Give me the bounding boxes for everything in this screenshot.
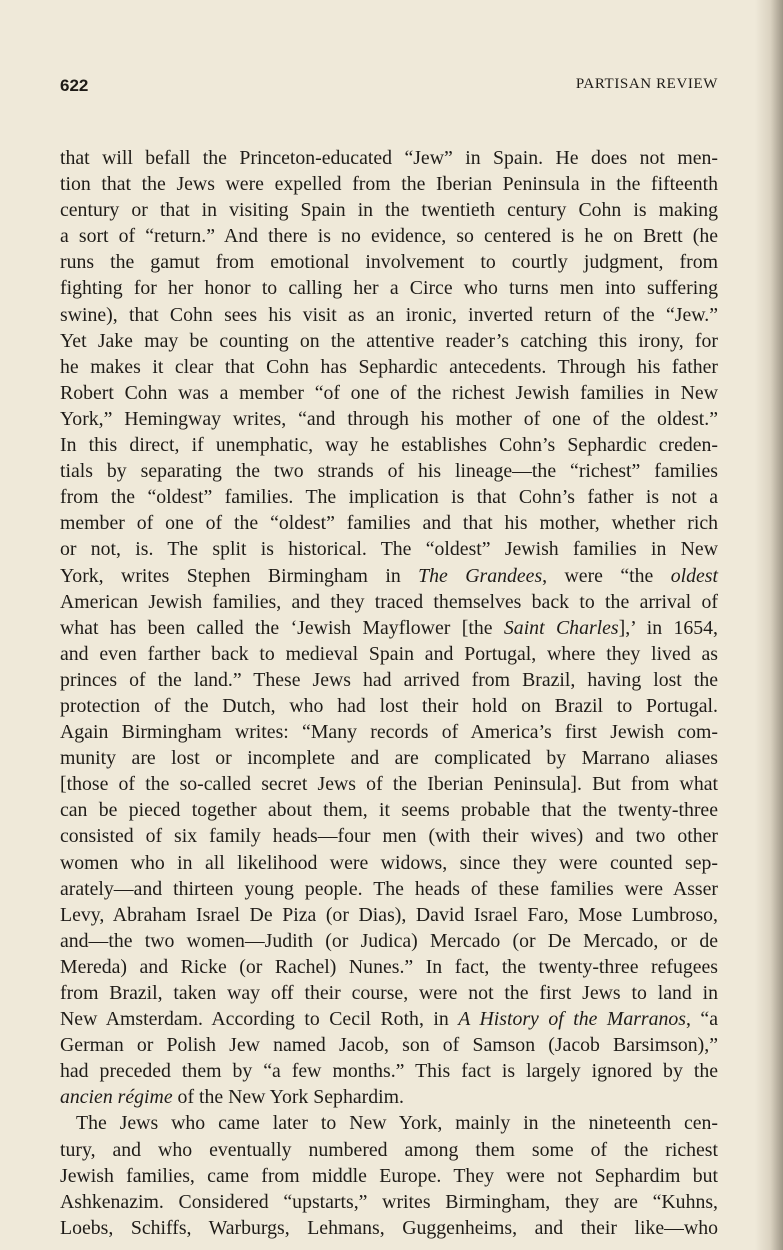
text-line: arately—and thirteen young people. The heads of these families were Asser bbox=[60, 877, 718, 900]
page-header bbox=[60, 76, 718, 100]
text-line: had preceded them by “a few months.” This fact is largely ignored by the bbox=[60, 1060, 718, 1083]
text-line: In this direct, if unemphatic, way he establishes Cohn’s Sephardic creden- bbox=[60, 434, 718, 457]
text-line: Robert Cohn was a member “of one of the richest Jewish families in New bbox=[60, 381, 718, 404]
text-line: Ashkenazim. Considered “upstarts,” writes Birmingham, they are “Kuhns, bbox=[60, 1190, 718, 1213]
text-line: tion that the Jews were expelled from the Iberian Peninsula in the fifteenth bbox=[60, 173, 718, 196]
text-line: Mereda) and Ricke (or Rachel) Nunes.” In fact, the twenty-three refugees bbox=[60, 955, 718, 978]
text-line: protection of the Dutch, who had lost their hold on Brazil to Portugal. bbox=[60, 694, 718, 717]
text-line: Levy, Abraham Israel De Piza (or Dias), David Israel Faro, Mose Lumbroso, bbox=[60, 903, 718, 926]
text-line: American Jewish families, and they traced themselves back to the arrival of bbox=[60, 590, 718, 613]
italic-title: Saint Charles bbox=[503, 616, 619, 639]
page-number: 622 bbox=[60, 76, 89, 95]
text-line-paragraph-start: The Jews who came later to New York, mainly in the nineteenth cen- bbox=[76, 1112, 718, 1135]
text-line: women who in all likelihood were widows, since they were counted sep- bbox=[60, 851, 718, 874]
text-line: tury, and who eventually numbered among them some of the richest bbox=[60, 1138, 718, 1161]
text-line: a sort of “return.” And there is no evidence, so centered is he on Brett (he bbox=[60, 225, 718, 248]
text-line: tials by separating the two strands of his lineage—the “richest” families bbox=[60, 460, 718, 483]
text-line: member of one of the “oldest” families and that his mother, whether rich bbox=[60, 512, 718, 535]
text-line: York,” Hemingway writes, “and through his mother of one of the oldest.” bbox=[60, 407, 718, 430]
book-spine-shadow bbox=[755, 0, 783, 1250]
text-line: German or Polish Jew named Jacob, son of Samson (Jacob Barsimson),” bbox=[60, 1034, 718, 1057]
text-line: swine), that Cohn sees his visit as an ironic, inverted return of the “Jew.” bbox=[60, 303, 718, 326]
running-head: PARTISAN REVIEW bbox=[575, 76, 718, 92]
text-line: New Amsterdam. According to Cecil Roth, in A History of the Marranos, “a bbox=[60, 1008, 718, 1031]
text-line: can be pieced together about them, it seems probable that the twenty-three bbox=[60, 799, 718, 822]
text-line: runs the gamut from emotional involvement to courtly judgment, from bbox=[60, 251, 718, 274]
text-line: princes of the land.” These Jews had arrived from Brazil, having lost the bbox=[60, 668, 718, 691]
text-line: and even farther back to medieval Spain and Portugal, where they lived as bbox=[60, 642, 718, 665]
italic-title: The Grandees bbox=[418, 564, 543, 587]
text-line: consisted of six family heads—four men (with their wives) and two other bbox=[60, 825, 718, 848]
text-line: or not, is. The split is historical. The “oldest” Jewish families in New bbox=[60, 538, 718, 561]
text-line: Loebs, Schiffs, Warburgs, Lehmans, Guggenheims, and their like—who bbox=[60, 1216, 718, 1239]
text-line: from the “oldest” families. The implication is that Cohn’s father is not a bbox=[60, 486, 718, 509]
text-line: Jewish families, came from middle Europe. They were not Sephardim but bbox=[60, 1164, 718, 1187]
text-line: Again Birmingham writes: “Many records of America’s first Jewish com- bbox=[60, 721, 718, 744]
body-text bbox=[60, 145, 718, 1241]
text-line: he makes it clear that Cohn has Sephardic antecedents. Through his father bbox=[60, 355, 718, 378]
text-line: Yet Jake may be counting on the attentive reader’s catching this irony, for bbox=[60, 329, 718, 352]
italic-emphasis: oldest bbox=[670, 564, 718, 587]
text-line: from Brazil, taken way off their course, were not the first Jews to land in bbox=[60, 982, 718, 1004]
italic-title: A History of the Marranos bbox=[458, 1008, 686, 1031]
text-line: York, writes Stephen Birmingham in The Grandees, were “the oldest bbox=[60, 564, 718, 587]
text-line: fighting for her honor to calling her a Circe who turns men into suffering bbox=[60, 277, 718, 300]
text-line: that will befall the Princeton-educated “Jew” in Spain. He does not men- bbox=[60, 147, 718, 169]
text-line: munity are lost or incomplete and are complicated by Marrano aliases bbox=[60, 747, 718, 770]
text-line: ancien régime of the New York Sephardim. bbox=[60, 1086, 404, 1109]
text-line: what has been called the ‘Jewish Mayflower [the Saint Charles],’ in 1654, bbox=[60, 616, 719, 639]
italic-term: ancien régime bbox=[60, 1086, 173, 1109]
text-line: century or that in visiting Spain in the twentieth century Cohn is making bbox=[60, 199, 718, 222]
text-line: and—the two women—Judith (or Judica) Mercado (or De Mercado, or de bbox=[60, 929, 718, 952]
text-line: [those of the so-called secret Jews of the Iberian Peninsula]. But from what bbox=[60, 773, 718, 796]
